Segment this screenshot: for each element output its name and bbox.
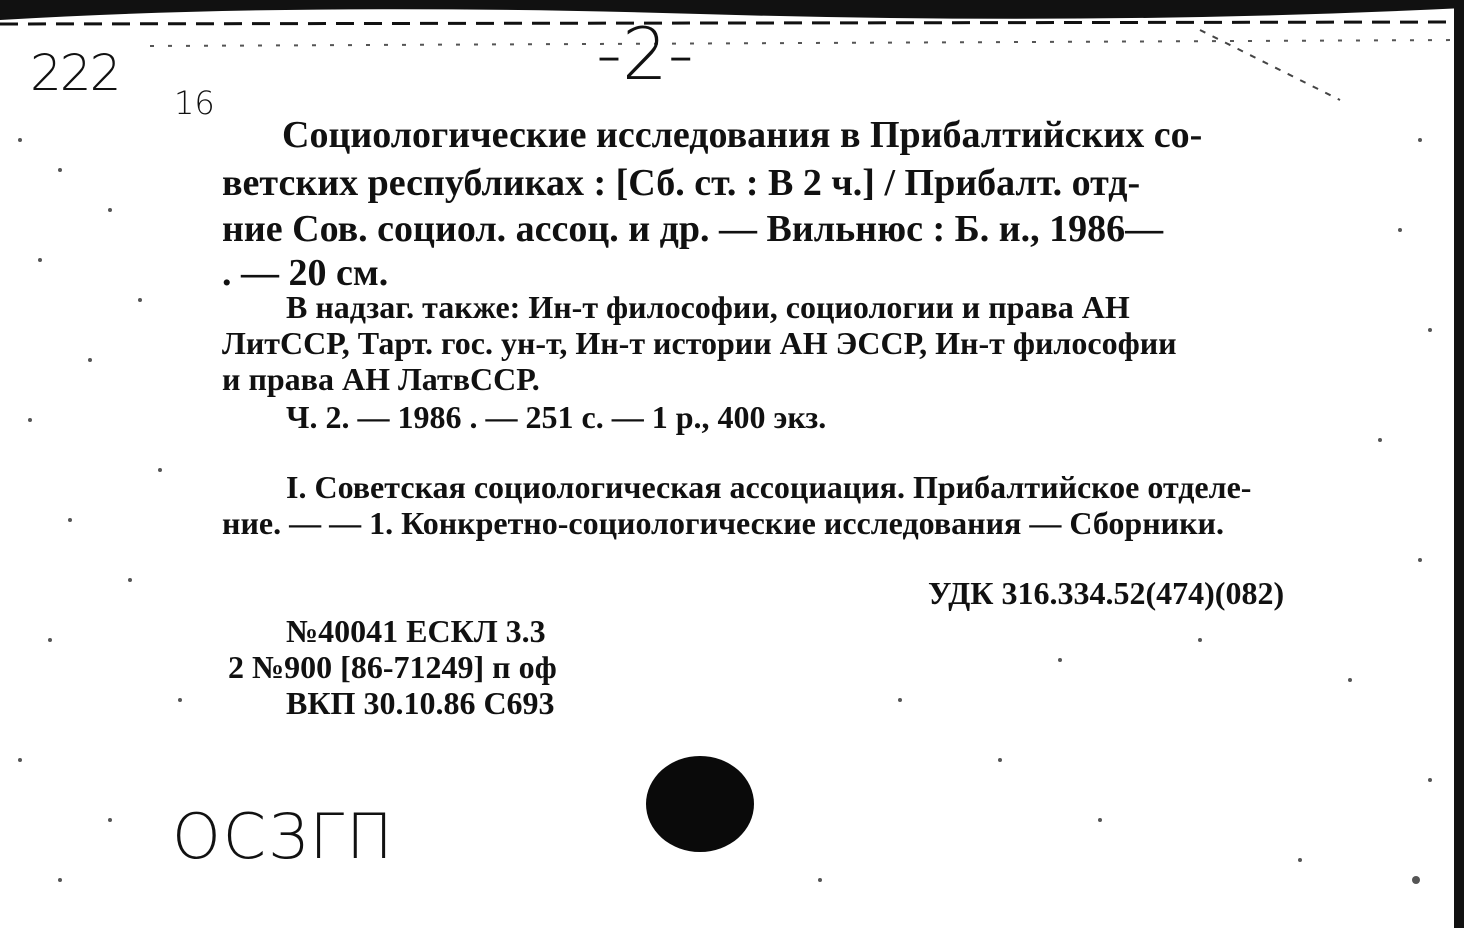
notes-line-1: В надзаг. также: Ин-т философии, социологии и права АН bbox=[286, 289, 1130, 325]
handwritten-call-number-sub: 16 bbox=[174, 84, 215, 122]
production-line-3: ВКП 30.10.86 С693 bbox=[286, 685, 555, 721]
volume-line: Ч. 2. — 1986 . — 251 с. — 1 р., 400 экз. bbox=[286, 399, 827, 435]
production-line-1: №40041 ЕСКЛ 3.3 bbox=[286, 613, 546, 649]
description-line-3: ние Сов. социол. ассоц. и др. — Вильнюс : Б. и., 1986— bbox=[222, 208, 1164, 250]
handwritten-page-mark: -2- bbox=[596, 12, 694, 96]
description-line-4: . — 20 см. bbox=[222, 252, 389, 294]
notes-line-2: ЛитССР, Тарт. гос. ун-т, Ин-т истории АН ЭССР, Ин-т философии bbox=[222, 325, 1177, 361]
card-edge bbox=[1454, 0, 1464, 928]
udc-code: УДК 316.334.52(474)(082) bbox=[928, 575, 1285, 611]
production-line-2: 2 №900 [86-71249] п оф bbox=[228, 649, 557, 685]
punch-hole bbox=[646, 756, 754, 852]
description-line-2: ветских республиках : [Сб. ст. : В 2 ч.] / Прибалт. отд- bbox=[222, 162, 1141, 204]
subjects-line-2: ние. — — 1. Конкретно-социологические исследования — Сборники. bbox=[222, 505, 1224, 541]
description-line-1: Социологические исследования в Прибалтийских со- bbox=[282, 114, 1203, 156]
handwritten-call-number: 222 bbox=[30, 44, 120, 102]
notes-line-3: и права АН ЛатвССР. bbox=[222, 361, 540, 397]
subjects-line-1: I. Советская социологическая ассоциация. Прибалтийское отделе- bbox=[286, 469, 1252, 505]
handwritten-bottom-mark: ОСЗГП bbox=[172, 800, 395, 873]
